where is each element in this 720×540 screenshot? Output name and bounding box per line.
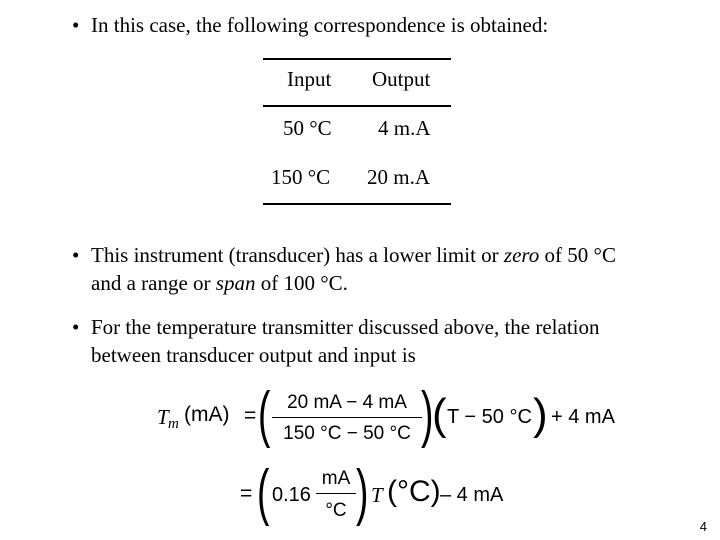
fraction-2-numerator: mA xyxy=(321,468,351,489)
table-cell-output: 20 m.A xyxy=(367,165,430,189)
bullet-relation xyxy=(72,315,692,369)
bullet-text-line-1: For the temperature transmitter discussed above, the relation xyxy=(91,315,600,339)
eq-lhs-var: T xyxy=(157,405,169,429)
fraction-1-denominator: 150 °C − 50 °C xyxy=(283,423,411,444)
bullet-zero-span xyxy=(72,243,692,297)
table-header-output: Output xyxy=(372,67,431,91)
eq-equals-2: = xyxy=(240,482,253,505)
fraction-1-numerator: 20 mA − 4 mA xyxy=(287,392,407,413)
eq-equals: = xyxy=(244,404,257,427)
table-cell-input: 50 °C xyxy=(283,116,332,140)
table-bottom-rule xyxy=(263,203,451,205)
big-paren-right-2: ) xyxy=(356,458,369,527)
eq-line2-var: T xyxy=(371,483,383,507)
table-header-rule xyxy=(263,105,451,107)
table-cell-output: 4 m.A xyxy=(378,116,431,140)
bullet-text-line-2: between transducer output and input is xyxy=(91,343,416,367)
eq-minus-term: – 4 mA xyxy=(440,484,504,506)
table-top-rule xyxy=(263,58,451,60)
fraction-1-bar xyxy=(272,417,422,418)
page-number: 4 xyxy=(699,519,707,534)
bullet-text-line-1: This instrument (transducer) has a lower limit or zero of 50 °C xyxy=(91,243,616,267)
eq-plus-term: + 4 mA xyxy=(551,406,615,428)
table-cell-input: 150 °C xyxy=(271,165,331,189)
paren-left: ( xyxy=(432,390,447,439)
eq-coefficient: 0.16 xyxy=(272,484,311,506)
eq-paren-term: T − 50 °C xyxy=(447,406,532,428)
term-span: span xyxy=(215,271,256,295)
big-paren-left: ( xyxy=(258,380,271,449)
eq-line2-unit: (°C) xyxy=(387,475,441,508)
table-header-input: Input xyxy=(287,67,332,91)
fraction-2 xyxy=(316,468,356,526)
fraction-2-denominator: °C xyxy=(325,500,347,521)
term-zero: zero xyxy=(503,243,540,267)
bullet-correspondence xyxy=(72,13,672,39)
bullet-dot: • xyxy=(72,243,80,267)
fraction-2-bar xyxy=(316,493,356,494)
big-paren-right: ) xyxy=(421,380,434,449)
paren-right: ) xyxy=(533,390,548,439)
correspondence-table xyxy=(263,58,451,208)
big-paren-left-2: ( xyxy=(257,458,270,527)
eq-lhs-unit: (mA) xyxy=(184,403,230,426)
bullet-text: In this case, the following correspondence is obtained: xyxy=(91,13,549,37)
bullet-dot: • xyxy=(72,13,80,37)
fraction-1 xyxy=(272,392,422,450)
bullet-dot: • xyxy=(72,315,80,339)
bullet-text-line-2: and a range or span of 100 °C. xyxy=(91,271,348,295)
eq-lhs-subscript: m xyxy=(168,416,179,432)
